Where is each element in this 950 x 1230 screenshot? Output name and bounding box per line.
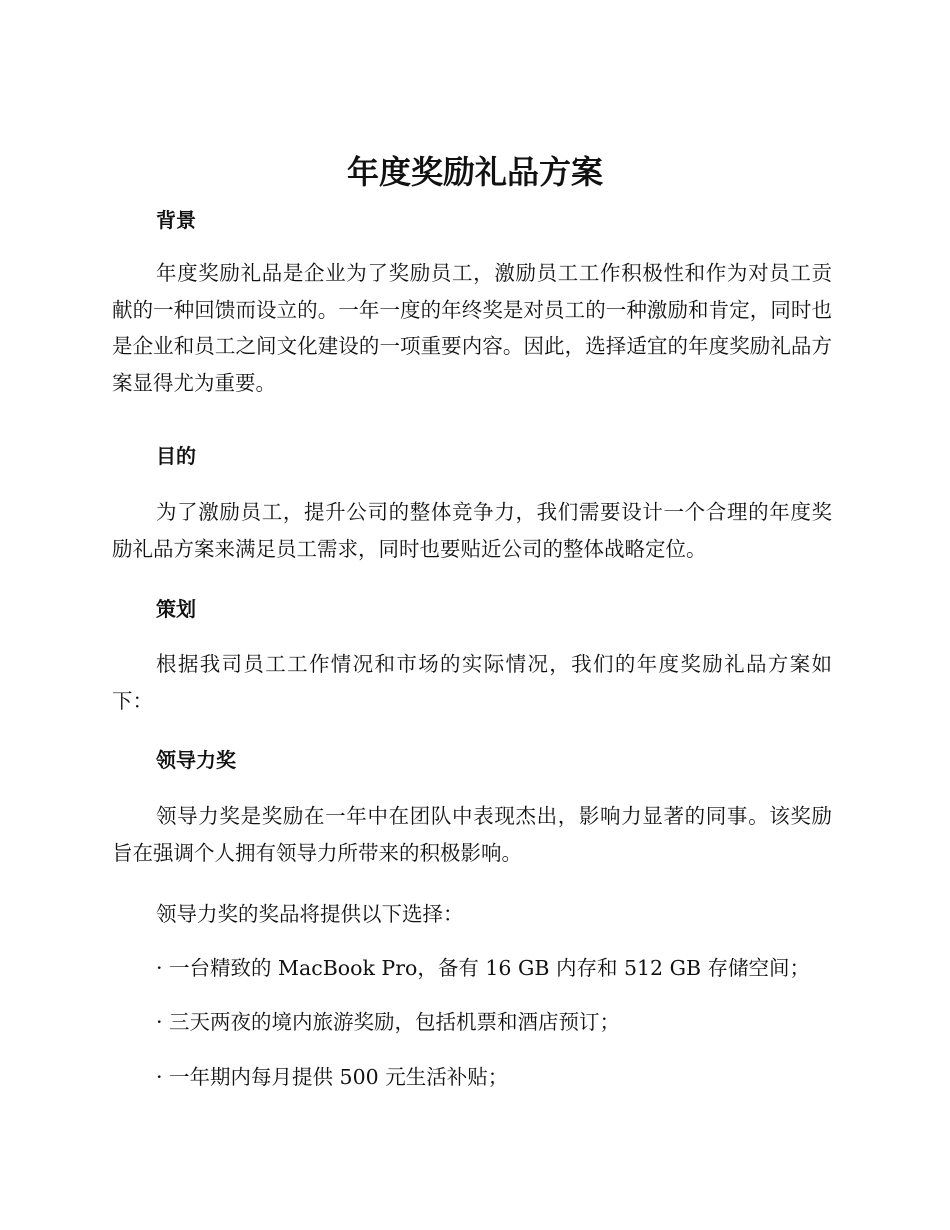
list-item: · 一年期内每月提供 500 元生活补贴； <box>156 1065 509 1089</box>
section-heading-background: 背景 <box>156 208 196 232</box>
paragraph-leadership-prizes-intro: 领导力奖的奖品将提供以下选择： <box>156 902 464 926</box>
paragraph-leadership-award: 领导力奖是奖励在一年中在团队中表现杰出，影响力显著的同事。该奖励旨在强调个人拥有领导力所带来的积极影响。 <box>112 804 832 865</box>
section-heading-leadership-award: 领导力奖 <box>156 748 236 772</box>
list-item: · 三天两夜的境内旅游奖励，包括机票和酒店预订； <box>156 1010 621 1034</box>
list-item: · 一台精致的 MacBook Pro，备有 16 GB 内存和 512 GB 存储空间； <box>156 956 811 980</box>
section-heading-planning: 策划 <box>156 597 196 621</box>
paragraph-background: 年度奖励礼品是企业为了奖励员工，激励员工工作积极性和作为对员工贡献的一种回馈而设立的。一年一度的年终奖是对员工的一种激励和肯定，同时也是企业和员工之间文化建设的一项重要内容。因此，选择适宜的年度奖励礼品方案显得尤为重要。 <box>112 261 832 395</box>
paragraph-purpose: 为了激励员工，提升公司的整体竞争力，我们需要设计一个合理的年度奖励礼品方案来满足员工需求，同时也要贴近公司的整体战略定位。 <box>112 500 832 561</box>
section-heading-purpose: 目的 <box>156 444 196 468</box>
paragraph-planning: 根据我司员工工作情况和市场的实际情况，我们的年度奖励礼品方案如下： <box>112 652 832 713</box>
document-title: 年度奖励礼品方案 <box>346 153 603 191</box>
